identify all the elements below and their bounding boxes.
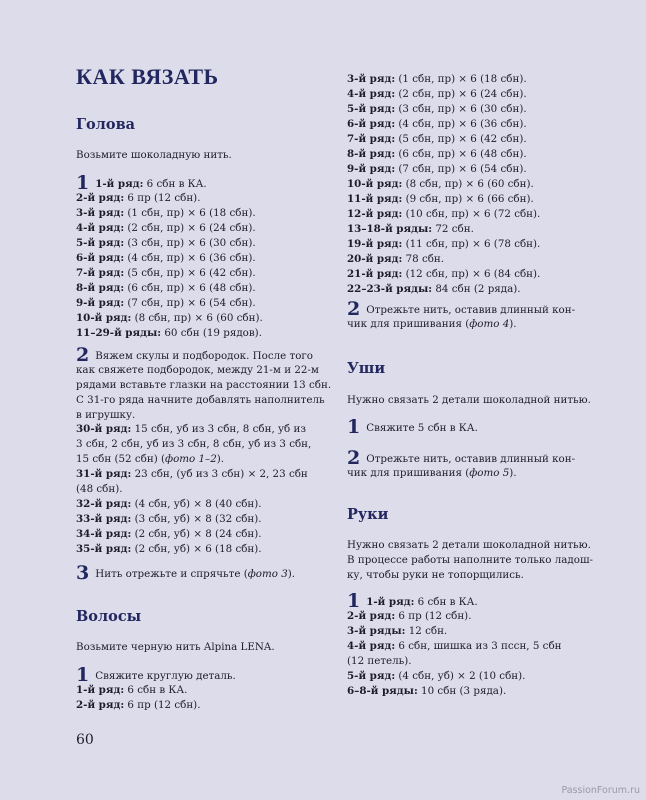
row-text: (4 сбн, пр) × 6 (36 сбн). — [124, 252, 256, 264]
row-line — [347, 177, 619, 192]
row-text: (11 сбн, пр) × 6 (78 сбн). — [402, 238, 541, 250]
watermark: PassionForum.ru — [561, 785, 640, 796]
row-line — [347, 207, 619, 222]
line-text: в игрушку. — [76, 409, 136, 421]
row-text: (3 сбн, уб) × 8 (32 сбн). — [131, 513, 262, 525]
text-line — [76, 408, 348, 423]
row-line — [76, 281, 348, 296]
head-step2-rows — [76, 422, 348, 557]
page-number: 60 — [76, 732, 94, 748]
row-line — [347, 147, 619, 162]
row-line — [347, 639, 619, 654]
step-number: 1 — [76, 172, 90, 194]
hair-step2: 2 Отрежьте нить, оставив длинный кон- чик для пришивания (фото 4). — [347, 298, 576, 330]
row-label: 1-й ряд: — [76, 684, 125, 696]
step-number: 2 — [347, 447, 361, 469]
row-label: 5-й ряд: — [76, 237, 125, 249]
row-line — [347, 590, 619, 612]
row-line — [76, 467, 348, 482]
row-line — [347, 609, 619, 624]
row-label: 1-й ряд: — [366, 596, 415, 608]
row-label: 13–18-й ряды: — [347, 223, 433, 235]
row-text: (48 сбн). — [76, 483, 123, 495]
line-text: Нужно связать 2 детали шоколадной нитью. — [347, 539, 591, 551]
section-heading-arms: Руки — [347, 506, 389, 523]
row-line — [76, 311, 348, 326]
row-text: 60 сбн (19 рядов). — [161, 327, 262, 339]
row-label: 10-й ряд: — [76, 312, 132, 324]
row-text: (2 сбн, уб) × 6 (18 сбн). — [131, 543, 262, 555]
row-line — [76, 422, 348, 437]
row-line — [347, 132, 619, 147]
row-line — [347, 684, 619, 699]
row-label: 5-й ряд: — [347, 670, 396, 682]
row-label: 7-й ряд: — [347, 133, 396, 145]
row-text: 3 сбн, 2 сбн, уб из 3 сбн, 8 сбн, уб из 3 сбн, — [76, 438, 312, 450]
row-line — [76, 326, 348, 341]
section-heading-hair: Волосы — [76, 608, 142, 625]
hair-rows-continued — [347, 72, 619, 297]
ears-step1: 1 Свяжите 5 сбн в КА. — [347, 416, 478, 438]
row-text: (6 сбн, пр) × 6 (48 сбн). — [124, 282, 256, 294]
step-number: 1 — [347, 416, 361, 438]
row-label: 12-й ряд: — [347, 208, 403, 220]
row-tail: ). — [216, 453, 225, 465]
row-line — [347, 624, 619, 639]
row-label: 5-й ряд: — [347, 103, 396, 115]
row-label: 4-й ряд: — [76, 222, 125, 234]
row-label: 8-й ряд: — [347, 148, 396, 160]
row-text: (10 сбн, пр) × 6 (72 сбн). — [402, 208, 541, 220]
row-label: 6–8-й ряды: — [347, 685, 418, 697]
row-label: 34-й ряд: — [76, 528, 132, 540]
row-line — [76, 527, 348, 542]
arms-rows — [347, 590, 619, 699]
step-number: 3 — [76, 562, 90, 584]
row-label: 2-й ряд: — [76, 699, 125, 711]
row-line — [76, 452, 348, 467]
row-line — [347, 282, 619, 297]
row-label: 9-й ряд: — [347, 163, 396, 175]
row-line — [347, 237, 619, 252]
section-heading-head: Голова — [76, 116, 136, 133]
step-number: 2 — [347, 298, 361, 320]
row-text: (9 сбн, пр) × 6 (66 сбн). — [402, 193, 534, 205]
line-text: В процессе работы наполните только ладош- — [347, 554, 594, 566]
ears-step2: 2 Отрежьте нить, оставив длинный кон- чик для пришивания (фото 5). — [347, 447, 576, 479]
step-number: 1 — [347, 590, 361, 612]
row-text: 6 пр (12 сбн). — [124, 192, 201, 204]
row-label: 3-й ряд: — [76, 207, 125, 219]
row-label: 11–29-й ряды: — [76, 327, 162, 339]
row-text: (2 сбн, уб) × 8 (24 сбн). — [131, 528, 262, 540]
row-line — [76, 172, 348, 194]
arms-intro — [347, 538, 619, 583]
row-line — [76, 497, 348, 512]
ears-intro: Нужно связать 2 детали шоколадной нитью. — [347, 394, 591, 406]
row-text: (7 сбн, пр) × 6 (54 сбн). — [395, 163, 527, 175]
text-line — [76, 363, 348, 378]
row-text: 6 пр (12 сбн). — [124, 699, 201, 711]
row-text: (4 сбн, пр) × 6 (36 сбн). — [395, 118, 527, 130]
row-line — [76, 512, 348, 527]
row-text: (8 сбн, пр) × 6 (60 сбн). — [402, 178, 534, 190]
text-line — [347, 538, 619, 553]
row-text: 6 сбн в КА. — [143, 178, 207, 190]
row-label: 22–23-й ряды: — [347, 283, 433, 295]
row-text: 15 сбн (52 сбн) ( — [76, 453, 166, 465]
line-text: С 31-го ряда начните добавлять наполнитель — [76, 394, 325, 406]
row-line — [76, 236, 348, 251]
row-text: (7 сбн, пр) × 6 (54 сбн). — [124, 297, 256, 309]
row-text: 72 сбн. — [432, 223, 474, 235]
row-line — [76, 542, 348, 557]
row-label: 20-й ряд: — [347, 253, 403, 265]
text-line — [76, 344, 348, 366]
row-label: 1-й ряд: — [95, 178, 144, 190]
row-text: (12 сбн, пр) × 6 (84 сбн). — [402, 268, 541, 280]
row-label: 3-й ряд: — [347, 73, 396, 85]
row-line — [76, 221, 348, 236]
row-label: 19-й ряд: — [347, 238, 403, 250]
row-text: 10 сбн (3 ряда). — [417, 685, 507, 697]
row-text: (3 сбн, пр) × 6 (30 сбн). — [395, 103, 527, 115]
row-label: 4-й ряд: — [347, 640, 396, 652]
text-line — [76, 393, 348, 408]
row-text: (1 сбн, пр) × 6 (18 сбн). — [395, 73, 527, 85]
row-label: 8-й ряд: — [76, 282, 125, 294]
row-label: 31-й ряд: — [76, 468, 132, 480]
row-label: 33-й ряд: — [76, 513, 132, 525]
hair-intro: Возьмите черную нить Alpina LENA. — [76, 641, 275, 653]
text-line — [347, 568, 619, 583]
row-label: 10-й ряд: — [347, 178, 403, 190]
row-line — [347, 252, 619, 267]
row-text: 15 сбн, уб из 3 сбн, 8 сбн, уб из — [131, 423, 307, 435]
row-line — [76, 296, 348, 311]
row-label: 21-й ряд: — [347, 268, 403, 280]
line-text: рядами вставьте глазки на расстоянии 13 сбн. — [76, 379, 332, 391]
hair-step1: 1 Свяжите круглую деталь. — [76, 664, 236, 686]
row-line — [347, 87, 619, 102]
step-number: 1 — [76, 664, 90, 686]
row-label: 6-й ряд: — [76, 252, 125, 264]
head-step1-rows — [76, 172, 348, 341]
row-label: 4-й ряд: — [347, 88, 396, 100]
row-label: 30-й ряд: — [76, 423, 132, 435]
row-text: 12 сбн. — [405, 625, 448, 637]
row-text: (5 сбн, пр) × 6 (42 сбн). — [124, 267, 256, 279]
row-line — [347, 72, 619, 87]
row-line — [347, 102, 619, 117]
row-label: 35-й ряд: — [76, 543, 132, 555]
line-text: ку, чтобы руки не топорщились. — [347, 569, 524, 581]
row-text: (3 сбн, пр) × 6 (30 сбн). — [124, 237, 256, 249]
line-text: Вяжем скулы и подбородок. После того — [95, 350, 314, 362]
row-label: 3-й ряды: — [347, 625, 406, 637]
row-text: (2 сбн, пр) × 6 (24 сбн). — [124, 222, 256, 234]
row-label: 7-й ряд: — [76, 267, 125, 279]
row-line — [76, 683, 348, 698]
row-line — [347, 117, 619, 132]
row-text: (4 сбн, уб) × 8 (40 сбн). — [131, 498, 262, 510]
page-title: КАК ВЯЗАТЬ — [76, 64, 219, 89]
row-line — [76, 698, 348, 713]
hair-rows — [76, 683, 348, 713]
row-label: 2-й ряд: — [347, 610, 396, 622]
row-text: (6 сбн, пр) × 6 (48 сбн). — [395, 148, 527, 160]
head-step2-text — [76, 344, 348, 423]
row-line — [76, 251, 348, 266]
row-text: 6 сбн в КА. — [414, 596, 478, 608]
row-text: 84 сбн (2 ряда). — [432, 283, 521, 295]
row-line — [76, 191, 348, 206]
row-label: 9-й ряд: — [76, 297, 125, 309]
row-text: (5 сбн, пр) × 6 (42 сбн). — [395, 133, 527, 145]
row-text: 6 сбн в КА. — [124, 684, 188, 696]
row-label: 32-й ряд: — [76, 498, 132, 510]
row-line — [76, 266, 348, 281]
row-text: 6 пр (12 сбн). — [395, 610, 472, 622]
row-line — [347, 222, 619, 237]
row-text: (1 сбн, пр) × 6 (18 сбн). — [124, 207, 256, 219]
row-line — [76, 437, 348, 452]
row-text: (4 сбн, уб) × 2 (10 сбн). — [395, 670, 526, 682]
row-label: 6-й ряд: — [347, 118, 396, 130]
row-label: 11-й ряд: — [347, 193, 403, 205]
section-heading-ears: Уши — [347, 360, 386, 377]
row-italic: фото 1–2 — [165, 453, 217, 465]
row-label: 2-й ряд: — [76, 192, 125, 204]
row-text: 78 сбн. — [402, 253, 445, 265]
text-line — [347, 553, 619, 568]
row-text: (2 сбн, пр) × 6 (24 сбн). — [395, 88, 527, 100]
row-line — [347, 669, 619, 684]
row-line — [347, 267, 619, 282]
head-intro: Возьмите шоколадную нить. — [76, 149, 232, 161]
row-line — [347, 162, 619, 177]
row-line — [76, 206, 348, 221]
row-line — [76, 482, 348, 497]
row-text: (8 сбн, пр) × 6 (60 сбн). — [131, 312, 263, 324]
step-number: 2 — [76, 344, 90, 366]
line-text: как свяжете подбородок, между 21-м и 22-м — [76, 364, 319, 376]
row-text: 6 сбн, шишка из 3 пссн, 5 сбн — [395, 640, 562, 652]
row-line — [347, 654, 619, 669]
head-step3: 3 Нить отрежьте и спрячьте (фото 3). — [76, 562, 296, 584]
text-line — [76, 378, 348, 393]
row-text: (12 петель). — [347, 655, 412, 667]
row-line — [347, 192, 619, 207]
row-text: 23 сбн, (уб из 3 сбн) × 2, 23 сбн — [131, 468, 308, 480]
